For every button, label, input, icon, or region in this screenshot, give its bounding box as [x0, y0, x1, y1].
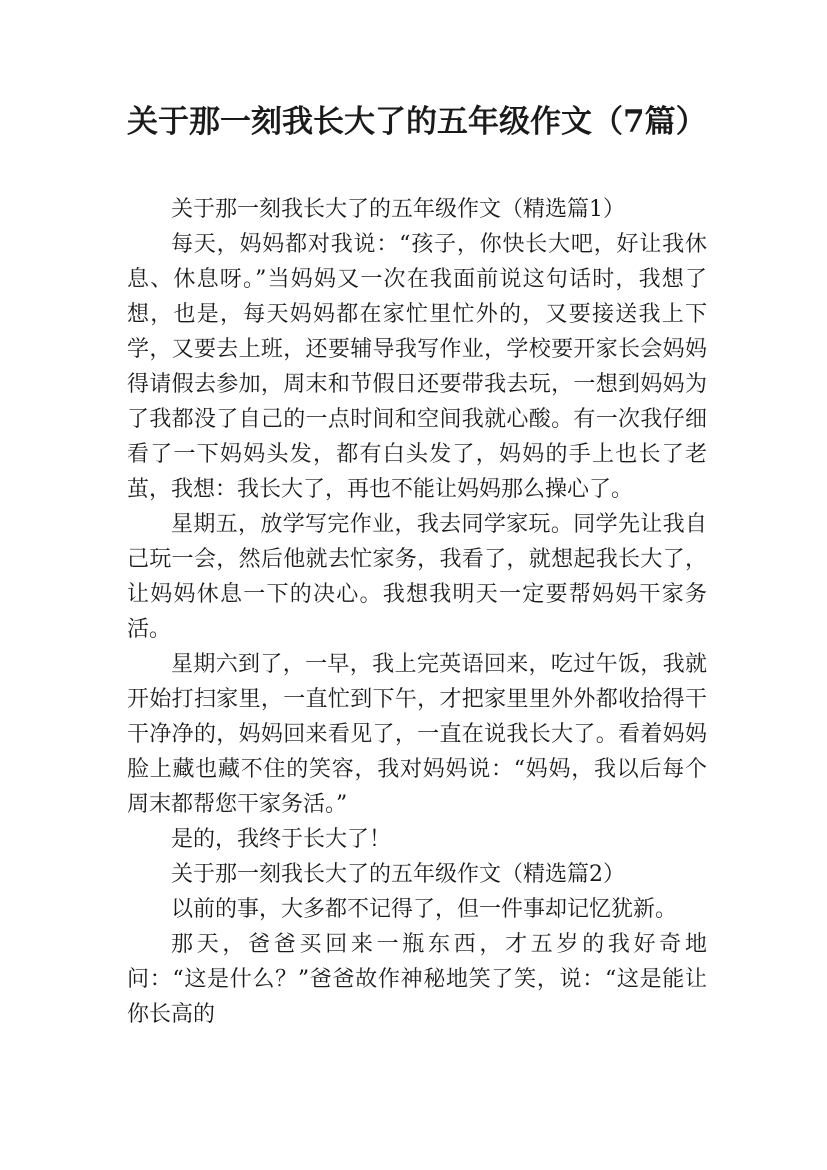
document-title: 关于那一刻我长大了的五年级作文（7篇） [127, 104, 707, 140]
paragraph: 是的，我终于长大了！ [171, 827, 392, 852]
section-heading-2: 关于那一刻我长大了的五年级作文（精选篇2） [171, 862, 625, 887]
paragraph: 那天，爸爸买回来一瓶东西，才五岁的我好奇地问：“这是什么？”爸爸故作神秘地笑了笑，说：“这是能让你长高的 [127, 932, 707, 1027]
document-body [127, 192, 707, 1032]
paragraph: 星期五，放学写完作业，我去同学家玩。同学先让我自己玩一会，然后他就去忙家务，我看了，就想起我长大了，让妈妈休息一下的决心。我想我明天一定要帮妈妈干家务活。 [127, 512, 707, 642]
paragraph: 以前的事，大多都不记得了，但一件事却记忆犹新。 [171, 897, 678, 922]
section-heading-1: 关于那一刻我长大了的五年级作文（精选篇1） [171, 197, 625, 222]
paragraph: 星期六到了，一早，我上完英语回来，吃过午饭，我就开始打扫家里，一直忙到下午，才把家里里外外都收拾得干干净净的，妈妈回来看见了，一直在说我长大了。看着妈妈脸上藏也藏不住的笑容，我对妈妈说：“妈妈，我以后每个周末都帮您干家务活。” [127, 652, 707, 817]
paragraph: 每天，妈妈都对我说：“孩子，你快长大吧，好让我休息、休息呀。”当妈妈又一次在我面前说这句话时，我想了想，也是，每天妈妈都在家忙里忙外的，又要接送我上下学，又要去上班，还要辅导我写作业，学校要开家长会妈妈得请假去参加，周末和节假日还要带我去玩，一想到妈妈为了我都没了自己的一点时间和空间我就心酸。有一次我仔细看了一下妈妈头发，都有白头发了，妈妈的手上也长了老茧，我想：我长大了，再也不能让妈妈那么操心了。 [127, 232, 707, 502]
